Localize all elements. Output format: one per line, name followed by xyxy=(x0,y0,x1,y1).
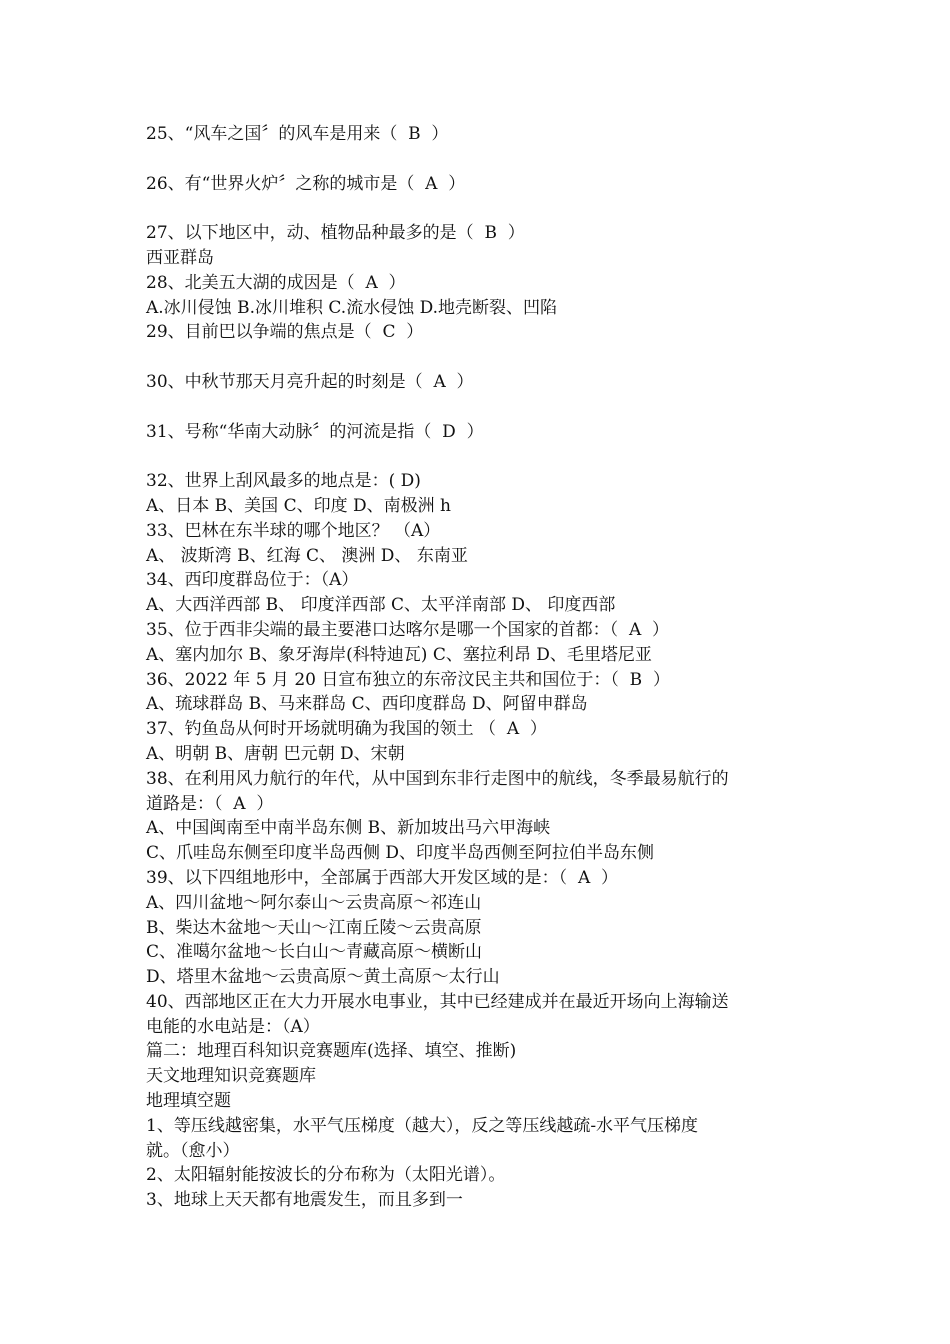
question-40-continued: 电能的水电站是：（A） xyxy=(146,1016,320,1037)
fill-in-2: 2、太阳辐射能按波长的分布称为（太阳光谱）。 xyxy=(146,1165,506,1186)
question-32-options: A、日本 B、美国 C、印度 D、南极洲 h xyxy=(146,495,451,516)
question-38-continued: 道路是：（ A ） xyxy=(146,793,274,814)
question-27: 27、以下地区中，动、植物品种最多的是（ B ） xyxy=(146,223,525,244)
question-39-option-b: B、柴达木盆地～天山～江南丘陵～云贵高原 xyxy=(146,917,482,938)
question-36: 36、2022 年 5 月 20 日宣布独立的东帝汶民主共和国位于：（ B ） xyxy=(146,669,670,690)
question-33: 33、巴林在东半球的哪个地区？ （A） xyxy=(146,520,441,541)
question-39-option-a: A、四川盆地～阿尔泰山～云贵高原～祁连山 xyxy=(146,892,482,913)
question-38: 38、在利用风力航行的年代，从中国到东非行走图中的航线，冬季最易航行的 xyxy=(146,768,729,789)
question-38-options-cd: C、爪哇岛东侧至印度半岛西侧 D、印度半岛西侧至阿拉伯半岛东侧 xyxy=(146,843,655,864)
question-27-option: 西亚群岛 xyxy=(146,247,214,268)
question-26: 26、有“世界火炉〞之称的城市是（ A ） xyxy=(146,173,466,194)
blank-line xyxy=(146,395,806,420)
subheading-fill-in: 地理填空题 xyxy=(146,1091,231,1112)
question-25: 25、“风车之国〞的风车是用来（ B ） xyxy=(146,124,449,144)
question-33-options: A、 波斯湾 B、红海 C、 澳洲 D、 东南亚 xyxy=(146,545,468,566)
question-35-options: A、塞内加尔 B、象牙海岸(科特迪瓦) C、塞拉利昂 D、毛里塔尼亚 xyxy=(146,644,652,665)
question-31: 31、号称“华南大动脉〞的河流是指（ D ） xyxy=(146,421,484,442)
fill-in-1: 1、等压线越密集，水平气压梯度（越大），反之等压线越疏-水平气压梯度 xyxy=(146,1115,699,1136)
question-37: 37、钓鱼岛从何时开场就明确为我国的领土 （ A ） xyxy=(146,719,547,740)
question-39-option-d: D、塔里木盆地～云贵高原～黄土高原～太行山 xyxy=(146,967,500,988)
blank-line xyxy=(146,196,806,221)
question-30: 30、中秋节那天月亮升起的时刻是（ A ） xyxy=(146,371,474,392)
fill-in-3: 3、地球上天天都有地震发生，而且多到一 xyxy=(146,1190,463,1211)
blank-line xyxy=(146,345,806,370)
question-29: 29、目前巴以争端的焦点是（ C ） xyxy=(146,322,424,343)
question-28: 28、北美五大湖的成因是（ A ） xyxy=(146,272,406,293)
question-28-options: A.冰川侵蚀 B.冰川堆积 C.流水侵蚀 D.地壳断裂、凹陷 xyxy=(146,297,558,318)
question-38-options-ab: A、中国闽南至中南半岛东侧 B、新加坡出马六甲海峡 xyxy=(146,818,551,839)
question-39-option-c: C、准噶尔盆地～长白山～青藏高原～横断山 xyxy=(146,942,483,963)
blank-line xyxy=(146,147,806,172)
question-34: 34、西印度群岛位于：（A） xyxy=(146,570,359,591)
question-36-options: A、琉球群岛 B、马来群岛 C、西印度群岛 D、阿留申群岛 xyxy=(146,694,588,715)
question-40: 40、西部地区正在大力开展水电事业，其中已经建成并在最近开场向上海输送 xyxy=(146,991,729,1012)
section-heading: 篇二：地理百科知识竞赛题库(选择、填空、推断) xyxy=(146,1041,517,1062)
fill-in-1-continued: 就。（愈小） xyxy=(146,1140,240,1161)
question-32: 32、世界上刮风最多的地点是：( D) xyxy=(146,471,421,492)
subheading-question-bank: 天文地理知识竞赛题库 xyxy=(146,1066,316,1087)
blank-line xyxy=(146,444,806,469)
question-39: 39、以下四组地形中，全部属于西部大开发区域的是：（ A ） xyxy=(146,867,619,888)
document-body xyxy=(146,122,806,1213)
question-37-options: A、明朝 B、唐朝 巴元朝 D、宋朝 xyxy=(146,743,405,764)
question-35: 35、位于西非尖端的最主要港口达喀尔是哪一个国家的首都：（ A ） xyxy=(146,619,670,640)
question-34-options: A、大西洋西部 B、 印度洋西部 C、太平洋南部 D、 印度西部 xyxy=(146,595,616,616)
